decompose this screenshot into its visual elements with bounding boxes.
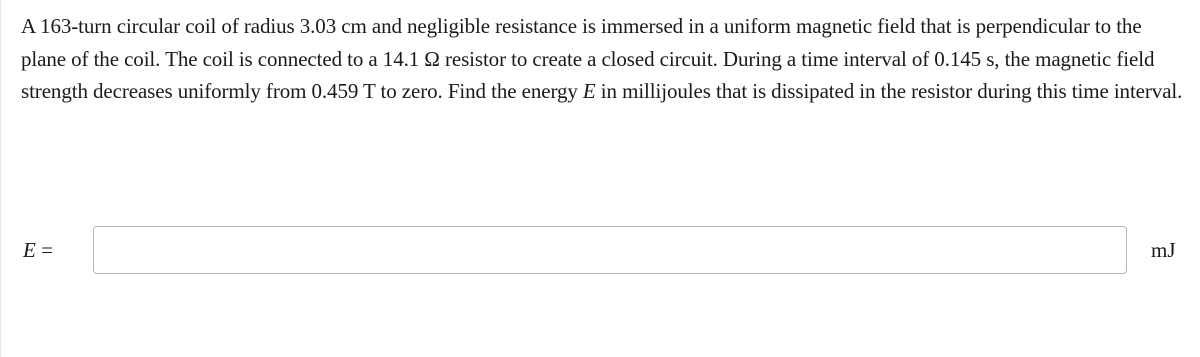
question-text-part-1: A 163-turn circular coil of radius 3.03 cm and negligible resistance is immersed in a uniform magnetic field that is perpendicular to the plane of the coil. The coil is connected to a 14.1 Ω resistor to create a closed circuit. During a time interval of 0.145 s, the magnetic field strength decreases uniformly from 0.459 T to zero. Find the energy (21, 14, 1155, 103)
answer-input[interactable] (93, 226, 1127, 274)
question-variable: E (582, 79, 596, 103)
answer-row (1, 224, 1200, 276)
answer-variable: E (23, 238, 36, 262)
question-text-part-2: in millijoules that is dissipated in the resistor during this time interval. (595, 79, 1183, 103)
answer-unit: mJ (1151, 238, 1176, 262)
answer-label (23, 238, 53, 262)
question-text (21, 10, 1189, 108)
answer-equals: = (35, 238, 53, 262)
question-paragraph (21, 10, 1189, 108)
